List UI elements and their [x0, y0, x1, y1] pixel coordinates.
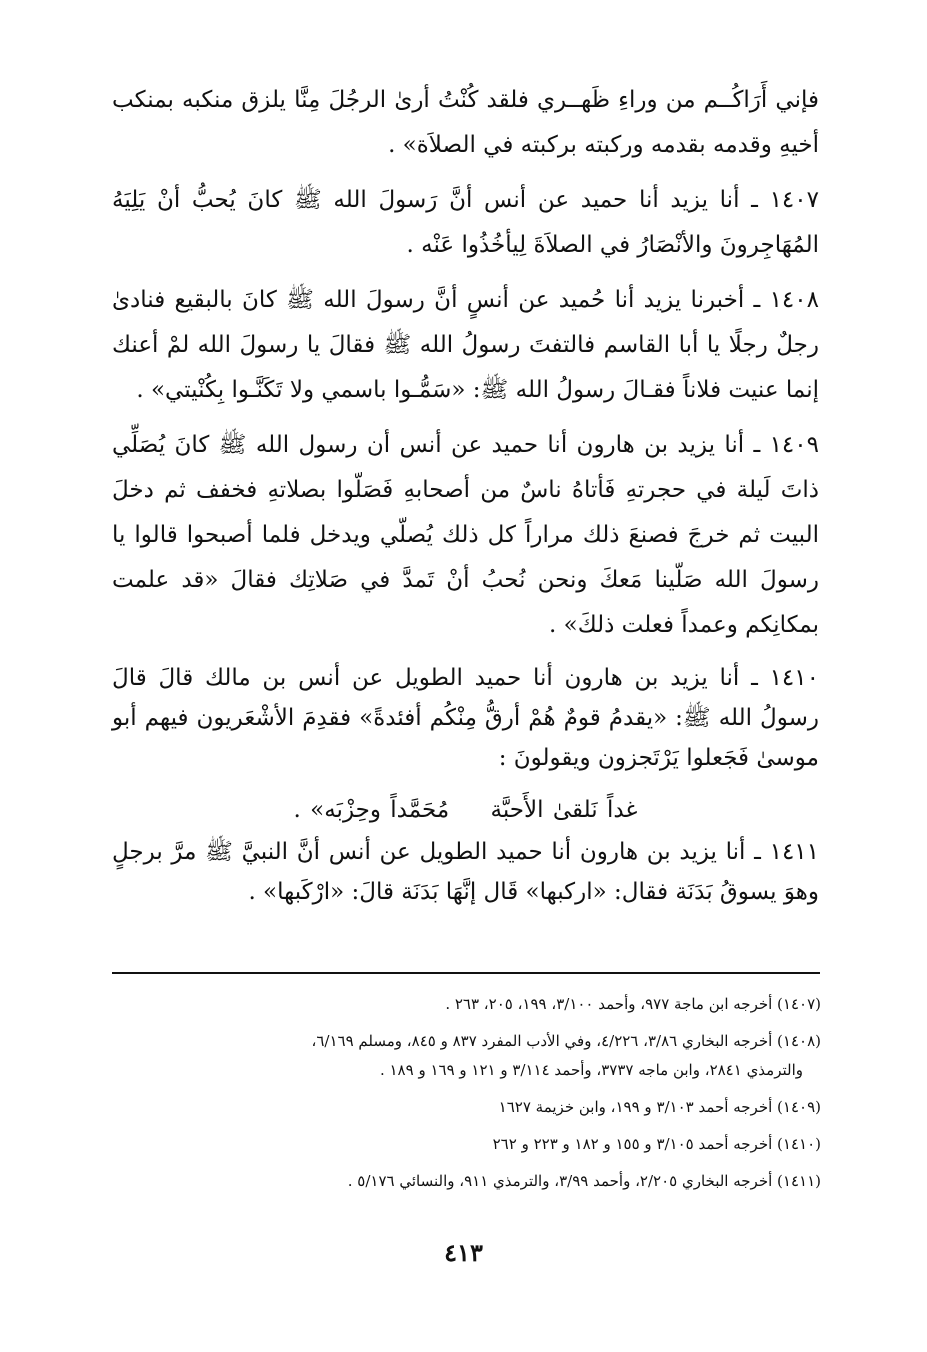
footnote-1409: (١٤٠٩) أخرجه أحمد ٣/١٠٣ و ١٩٩، وابن خزيمة ١٦٢٧ [498, 1098, 821, 1116]
footnote-1408: (١٤٠٨) أخرجه البخاري ٣/٨٦، ٤/٢٢٦، وفي الأدب المفرد ٨٣٧ و ٨٤٥، ومسلم ٦/١٦٩، [311, 1032, 821, 1050]
hadith-1408: ١٤٠٨ ـ أخبرنا يزيد أنا حُميد عن أنسٍ أنَّ رسولَ الله ﷺ كانَ بالبقيع فنادىٰ رجلٌ رجلًا يا أبا القاسم فالتفتَ رسولُ الله ﷺ فقالَ يا رسولَ الله لمْ أعنك إنما عنيت فلاناً فقـالَ رسولُ الله ﷺ: «سَمُّـوا باسمي ولا تَكَنَّـوا بِكُنْيتي» . [112, 287, 819, 403]
footnote-1410: (١٤١٠) أخرجه أحمد ٣/١٠٥ و ١٥٥ و ١٨٢ و ٢٢٣ و ٢٦٢ [492, 1135, 821, 1153]
hadith-1407: ١٤٠٧ ـ أنا يزيد أنا حميد عن أنس أنَّ رَسولَ الله ﷺ كانَ يُحبُّ أنْ يَلِيَهُ المُهَاجِرونَ والأنْصَارُ في الصلاَةَ لِيأخُذُوا عَنْه . [112, 187, 819, 258]
footnote-1408-continuation: والترمذي ٢٨٤١، وابن ماجه ٣٧٣٧، وأحمد ٣/١١٤ و ١٢١ و ١٦٩ و ١٨٩ . [379, 1061, 803, 1079]
poetry-verse [112, 788, 819, 832]
paragraph-continuation: فإني أَرَاكُــم من وراءِ ظَهــري فلقد كُنْتُ أرىٰ الرجُلَ مِنَّا يلزق منكبه بمنكب أخيهِ وقدمه بقدمه وركبته بركبته في الصلاَة» . [112, 87, 819, 158]
main-text [112, 78, 819, 922]
footnote-divider [112, 972, 820, 974]
hadith-1411: ١٤١١ ـ أنا يزيد بن هارون أنا حميد الطويل عن أنس أنَّ النبيَّ ﷺ مرَّ برجلٍ وهوَ يسوقُ بَدَنَة فقال: «اركبها» قَال إنَّهَا بَدَنَة قالَ: «ارْكَبها» . [112, 839, 820, 905]
footnote-1411: (١٤١١) أخرجه البخاري ٢/٢٠٥، وأحمد ٣/٩٩، والترمذي ٩١١، والنسائي ٥/١٧٦ . [347, 1172, 821, 1190]
page-number: ٤١٣ [444, 1238, 483, 1267]
footnotes [112, 990, 821, 1204]
verse-second-hemistich: مُحَمَّداً وحِزْبَه» . [293, 797, 450, 823]
verse-first-hemistich: غداً نَلقىٰ الأَحبَّة [490, 797, 638, 823]
hadith-1410: ١٤١٠ ـ أنا يزيد بن هارون أنا حميد الطويل عن أنس بن مالك قالَ قالَ رسولُ الله ﷺ: «يقدمُ قومٌ هُمْ أرقُّ مِنْكُم أفئدةً» فقدِمَ الأشْعَريون فيهم أبو موسىٰ فَجَعلوا يَرْتَجزون ويقولونَ : [112, 665, 819, 771]
footnote-1407: (١٤٠٧) أخرجه ابن ماجة ٩٧٧، وأحمد ٣/١٠٠، ١٩٩، ٢٠٥، ٢٦٣ . [445, 995, 821, 1013]
hadith-1409: ١٤٠٩ ـ أنا يزيد بن هارون أنا حميد عن أنس أن رسول الله ﷺ كانَ يُصَلِّي ذاتَ لَيلة في حجرتهِ فَأتاهُ ناسٌ من أصحابهِ فَصَلّوا بصلاتهِ فخفف ثم دخلَ البيت ثم خرجَ فصنعَ ذلك مراراً كل ذلك يُصلّي ويدخل فلما أصبحوا قالوا يا رسولَ الله صَلّينا مَعكَ ونحن نُحبُ أنْ تَمدَّ في صَلاتِك فقالَ «قد علمت بمكانِكم وعمداً فعلت ذلكَ» . [112, 432, 819, 638]
